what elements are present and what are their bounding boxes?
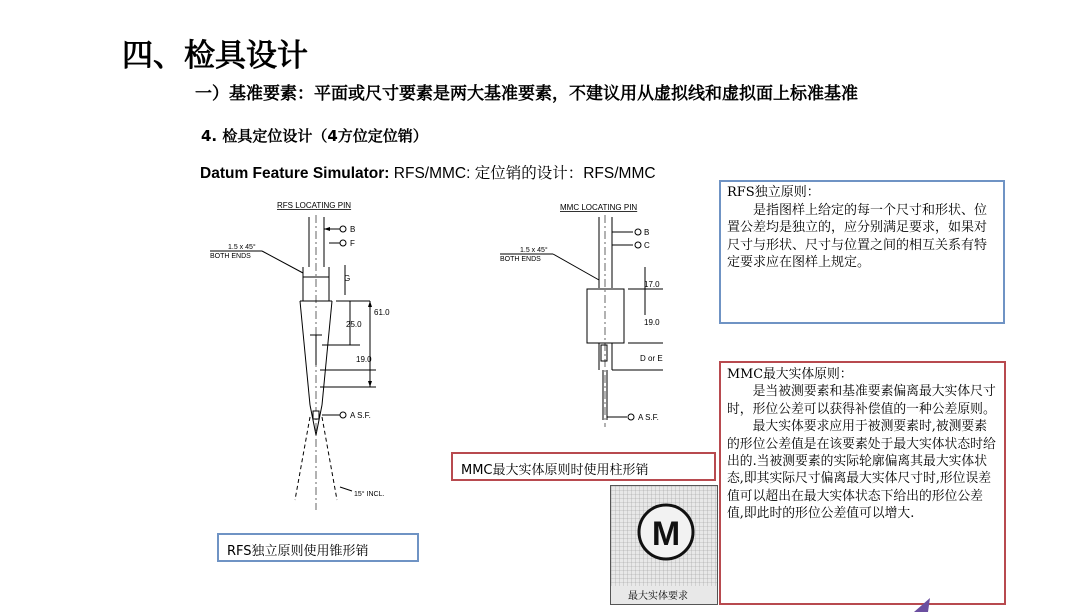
- mmc-dim-19: 19.0: [644, 318, 660, 327]
- section-heading: 4. 检具定位设计（4方位定位销）: [201, 127, 428, 145]
- mmc-dim-dore: D or E: [640, 354, 663, 363]
- rfs-principle-body: 是指图样上给定的每一个尺寸和形状、位置公差均是独立的，应分别满足要求，如果对尺寸与形状、尺寸与位置之间的相互关系有特定要求应在图样上规定。: [727, 202, 988, 270]
- datum-feature-line: [200, 161, 656, 183]
- mmc-dim-b: B: [644, 228, 650, 237]
- datum-feature-label: Datum Feature Simulator:: [200, 165, 390, 182]
- mmc-drawing-title: MMC LOCATING PIN: [560, 203, 638, 212]
- mmc-dim-17: 17.0: [644, 280, 660, 289]
- rfs-dim-incl: 15° INCL.: [354, 491, 385, 498]
- rfs-principle-title: RFS独立原则：: [727, 185, 820, 200]
- rfs-principle-box: [719, 180, 1005, 324]
- mmc-locating-pin-drawing: [495, 195, 695, 435]
- mmc-dim-c: C: [644, 241, 650, 250]
- rfs-dim-19: 19.0: [356, 355, 372, 364]
- rfs-both-ends: BOTH ENDS: [210, 253, 251, 260]
- corner-arrow-icon: [912, 598, 934, 612]
- mmc-caption: MMC最大实体原则时使用柱形销: [451, 452, 716, 481]
- mmc-symbol-letter: M: [651, 515, 681, 553]
- mmc-principle-paragraph-2: 最大实体要求应用于被测要素时,被测要素的形位公差值是在该要素处于最大实体状态时给出的.当被测要素的实际轮廓偏离其最大实体状态,即其实际尺寸偏离最大实体尺寸时,形位误差值可以超出在最大实体状态下给出的形位公差值,即此时的形位公差值可以增大.: [727, 419, 996, 522]
- mmc-chamfer: 1.5 x 45°: [520, 247, 548, 254]
- rfs-dim-g: G: [344, 274, 351, 283]
- mmc-symbol-label: 最大实体要求: [628, 591, 688, 602]
- page-subtitle: 一）基准要素：平面或尺寸要素是两大基准要素，不建议用从虚拟线和虚拟面上标准基准: [195, 84, 858, 104]
- rfs-dim-b: B: [350, 225, 356, 234]
- rfs-dim-25: 25.0: [346, 320, 362, 329]
- rfs-dim-f: F: [350, 239, 355, 248]
- datum-feature-text: RFS/MMC: 定位销的设计：RFS/MMC: [389, 165, 656, 182]
- rfs-dim-61: 61.0: [374, 308, 390, 317]
- mmc-both-ends: BOTH ENDS: [500, 256, 541, 263]
- rfs-dim-asf: A S.F.: [350, 411, 371, 420]
- mmc-principle-paragraph-1: 是当被测要素和基准要素偏离最大实体尺寸时，形位公差可以获得补偿值的一种公差原则。: [727, 384, 996, 417]
- rfs-drawing-title: RFS LOCATING PIN: [277, 201, 352, 210]
- page-title: 四、检具设计: [122, 38, 308, 74]
- mmc-dim-asf: A S.F.: [638, 413, 659, 422]
- mmc-principle-box: [719, 361, 1006, 605]
- rfs-caption: RFS独立原则使用锥形销: [217, 533, 419, 562]
- mmc-principle-title: MMC最大实体原则：: [727, 367, 853, 382]
- rfs-chamfer: 1.5 x 45°: [228, 244, 256, 251]
- rfs-locating-pin-drawing: [200, 195, 440, 515]
